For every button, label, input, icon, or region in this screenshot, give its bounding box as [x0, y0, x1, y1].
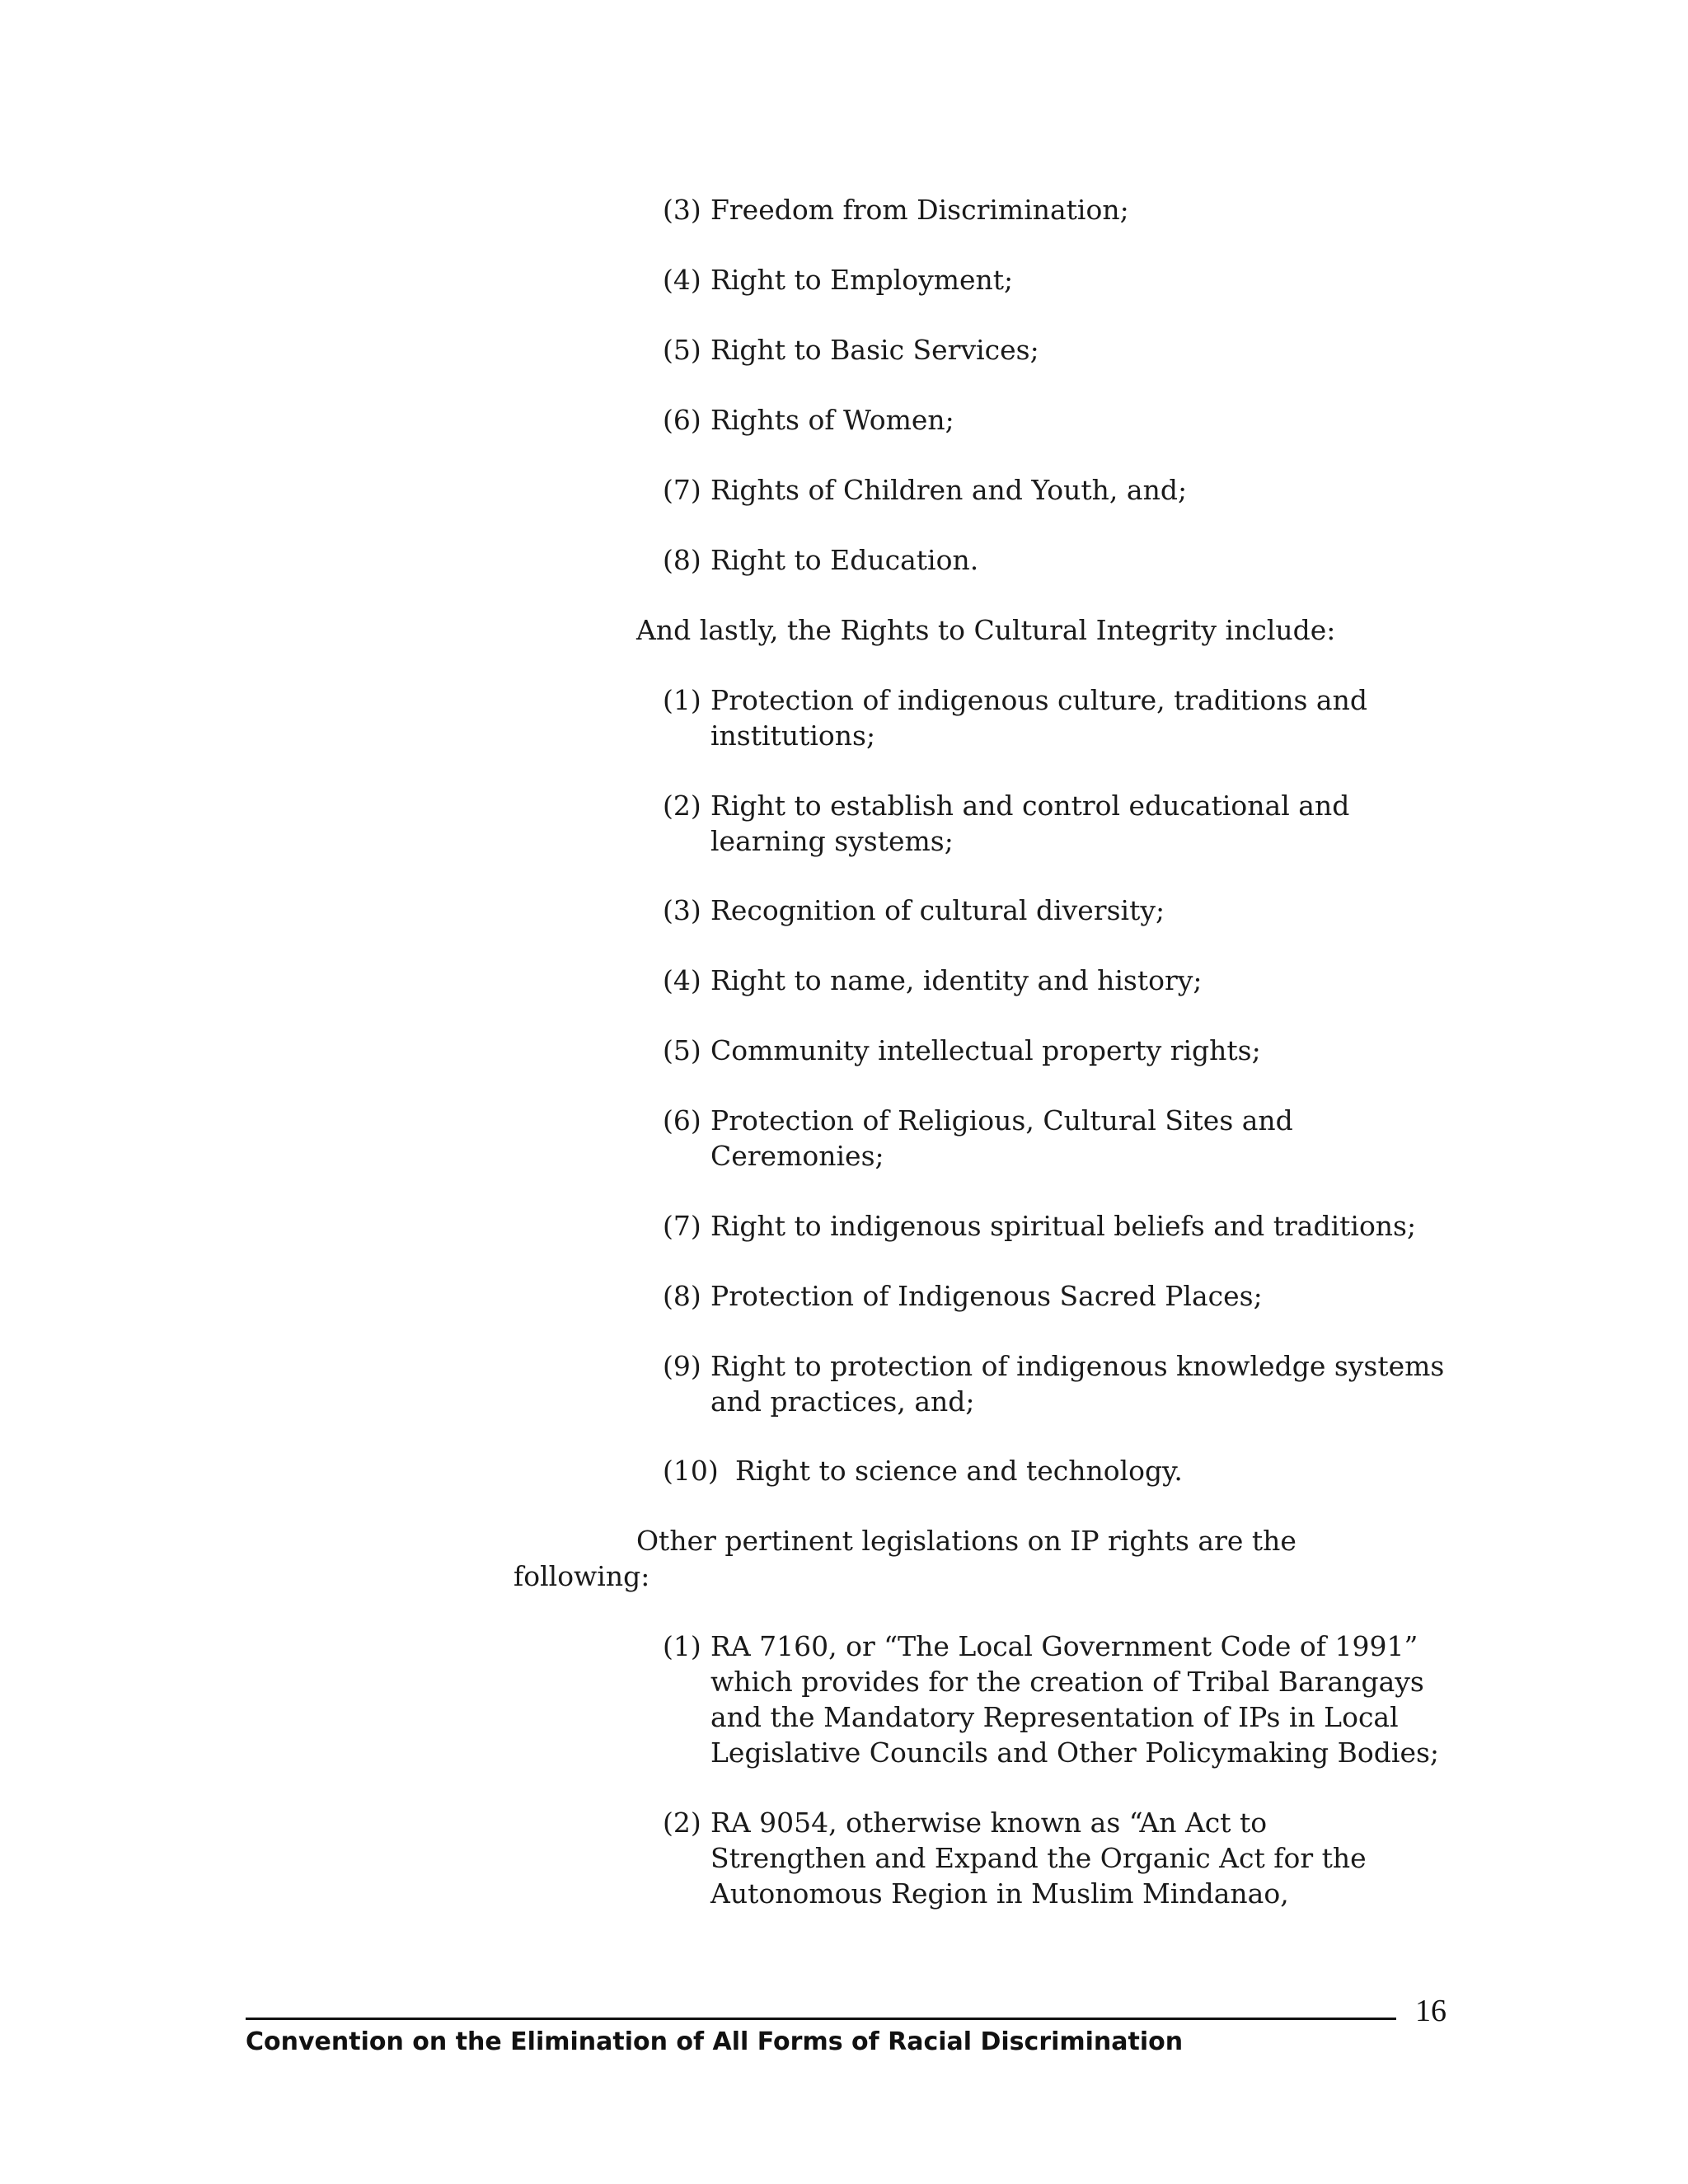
list-item-text: Right to Basic Services;	[710, 334, 1039, 366]
footer-divider	[246, 2018, 1396, 2020]
list-item-number: (4)	[663, 264, 701, 296]
list-item-number: (7)	[663, 1210, 701, 1242]
list-item-text: Legislative Councils and Other Policymaking Bodies;	[710, 1736, 1440, 1769]
list-item-text: Recognition of cultural diversity;	[710, 894, 1165, 926]
list-item-number: (1)	[663, 1630, 701, 1662]
list-item-text: RA 7160, or “The Local Government Code of 1991”	[710, 1630, 1418, 1662]
list-item-text: which provides for the creation of Tribal Barangays	[710, 1666, 1424, 1698]
list-item-text: Ceremonies;	[710, 1140, 884, 1172]
list-item-number: (2)	[663, 790, 701, 822]
list-item-number: (1)	[663, 684, 701, 716]
list-item-number: (8)	[663, 1280, 701, 1312]
list-item-text: Right to indigenous spiritual beliefs and traditions;	[710, 1210, 1417, 1242]
list-item-text: Right to Education.	[710, 544, 979, 576]
list-item-text: institutions;	[710, 719, 876, 752]
footer-title: Convention on the Elimination of All Forms of Racial Discrimination	[246, 2027, 1184, 2056]
list-item-text: Rights of Children and Youth, and;	[710, 474, 1188, 506]
paragraph-intro-other: Other pertinent legislations on IP rights are the	[636, 1525, 1296, 1557]
paragraph-intro-other-continued: following:	[513, 1560, 650, 1592]
list-item-text: Right to establish and control educational and	[710, 790, 1350, 822]
list-item-text: and the Mandatory Representation of IPs in Local	[710, 1701, 1399, 1733]
list-item-text: Protection of indigenous culture, traditions and	[710, 684, 1367, 716]
list-item-number: (5)	[663, 1034, 701, 1066]
list-item-number: (4)	[663, 964, 701, 996]
list-item-number: (6)	[663, 404, 701, 436]
list-item-text: Right to Employment;	[710, 264, 1014, 296]
paragraph-intro-cultural: And lastly, the Rights to Cultural Integrity include:	[636, 614, 1336, 646]
list-item-text: Rights of Women;	[710, 404, 954, 436]
list-item-text: Autonomous Region in Muslim Mindanao,	[710, 1877, 1289, 1910]
list-item-text: Protection of Indigenous Sacred Places;	[710, 1280, 1263, 1312]
list-item-text: Right to science and technology.	[735, 1455, 1183, 1487]
list-item-text: Right to name, identity and history;	[710, 964, 1203, 996]
page-number: 16	[1415, 1994, 1447, 2028]
list-item-number: (8)	[663, 544, 701, 576]
list-item-text: Freedom from Discrimination;	[710, 194, 1129, 226]
list-item-number: (2)	[663, 1807, 701, 1839]
list-item-number: (3)	[663, 194, 701, 226]
list-item-text: Strengthen and Expand the Organic Act for the	[710, 1842, 1367, 1874]
list-item-number: (6)	[663, 1104, 701, 1137]
list-item-text: learning systems;	[710, 825, 954, 857]
list-item-number: (5)	[663, 334, 701, 366]
list-item-number: (9)	[663, 1350, 701, 1382]
list-item-number: (7)	[663, 474, 701, 506]
list-item-number: (3)	[663, 894, 701, 926]
list-item-text: Right to protection of indigenous knowledge systems	[710, 1350, 1445, 1382]
list-item-text: Community intellectual property rights;	[710, 1034, 1261, 1066]
list-item-number: (10)	[663, 1455, 719, 1487]
list-item-text: RA 9054, otherwise known as “An Act to	[710, 1807, 1268, 1839]
list-item-text: and practices, and;	[710, 1385, 975, 1418]
list-item-text: Protection of Religious, Cultural Sites and	[710, 1104, 1293, 1137]
